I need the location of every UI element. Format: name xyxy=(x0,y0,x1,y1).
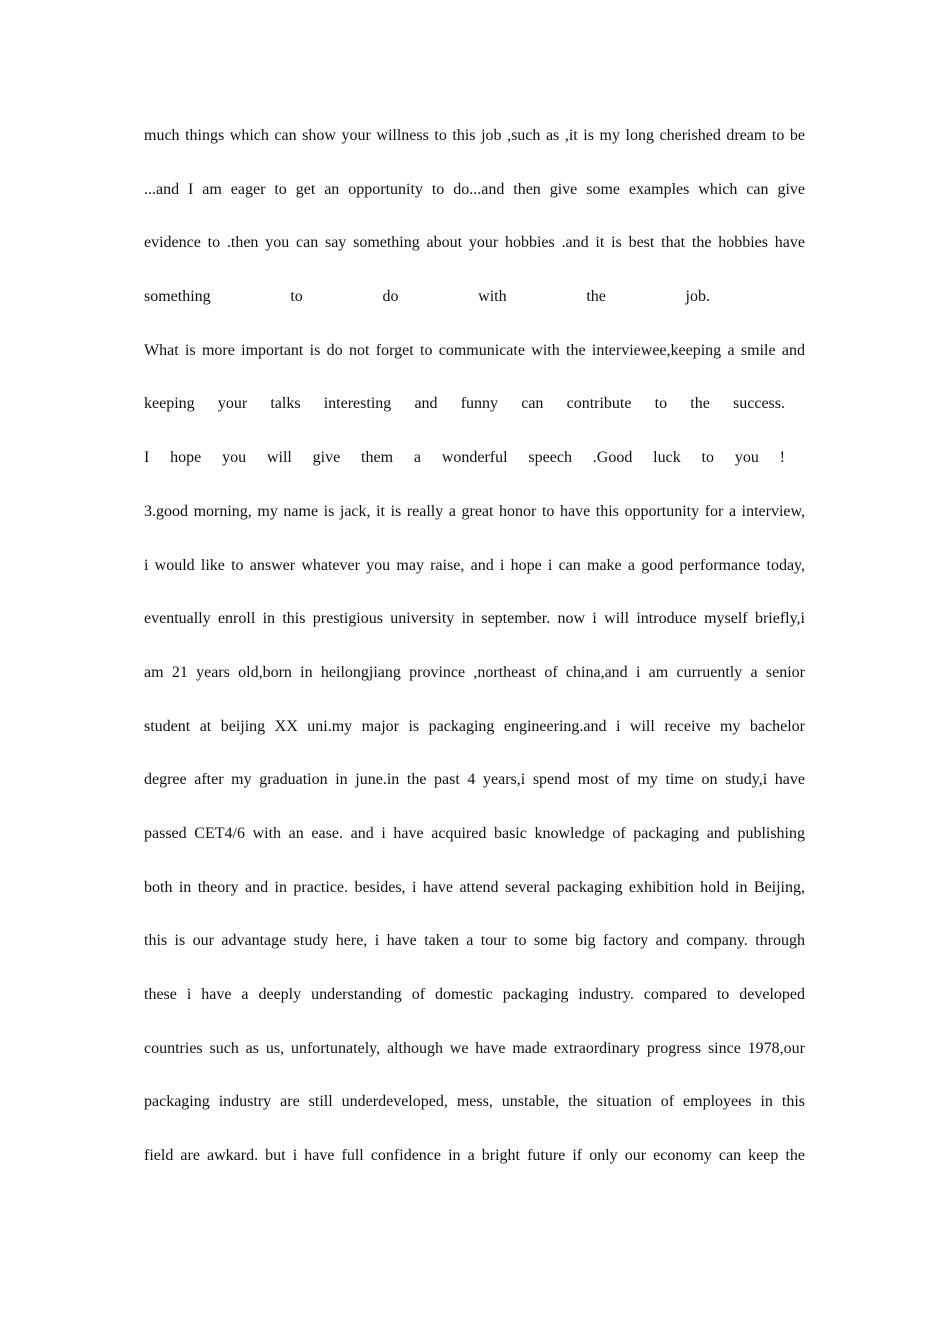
text-line-12: student at beijing XX uni.my major is packaging engineering.and i will receive my bachelor xyxy=(144,717,805,735)
text-line-16: this is our advantage study here, i have taken a tour to some big factory and company. through xyxy=(144,932,805,950)
text-line-1: much things which can show your willness to this job ,such as ,it is my long cherished dream to be xyxy=(144,127,805,144)
text-line-8: 3.good morning, my name is jack, it is really a great honor to have this opportunity for a interview, xyxy=(144,502,805,520)
text-line-9: i would like to answer whatever you may raise, and i hope i can make a good performance today, xyxy=(144,556,805,574)
text-line-2: ...and I am eager to get an opportunity to do...and then give some examples which can give xyxy=(144,180,805,198)
text-line-7: I hope you will give them a wonderful speech .Good luck to you ! xyxy=(144,449,785,467)
text-line-18: countries such as us, unfortunately, although we have made extraordinary progress since 1978,our xyxy=(144,1039,805,1057)
text-line-20: field are awkard. but i have full confidence in a bright future if only our economy can keep the xyxy=(144,1147,805,1165)
text-line-15: both in theory and in practice. besides, i have attend several packaging exhibition hold in Beijing, xyxy=(144,878,805,896)
text-line-4: something to do with the job. xyxy=(144,288,710,306)
text-line-19: packaging industry are still underdeveloped, mess, unstable, the situation of employees in this xyxy=(144,1093,805,1111)
body-text xyxy=(144,118,805,1192)
text-line-14: passed CET4/6 with an ease. and i have acquired basic knowledge of packaging and publishing xyxy=(144,824,805,842)
text-line-17: these i have a deeply understanding of domestic packaging industry. compared to developed xyxy=(144,986,805,1003)
text-line-3: evidence to .then you can say something about your hobbies .and it is best that the hobbies have xyxy=(144,234,805,252)
text-line-11: am 21 years old,born in heilongjiang province ,northeast of china,and i am curruently a senior xyxy=(144,663,805,681)
text-line-5: What is more important is do not forget to communicate with the interviewee,keeping a smile and xyxy=(144,341,805,359)
text-line-10: eventually enroll in this prestigious university in september. now i will introduce myself briefly,i xyxy=(144,610,805,628)
text-line-13: degree after my graduation in june.in the past 4 years,i spend most of my time on study,i have xyxy=(144,771,805,789)
text-line-6: keeping your talks interesting and funny can contribute to the success. xyxy=(144,395,785,413)
